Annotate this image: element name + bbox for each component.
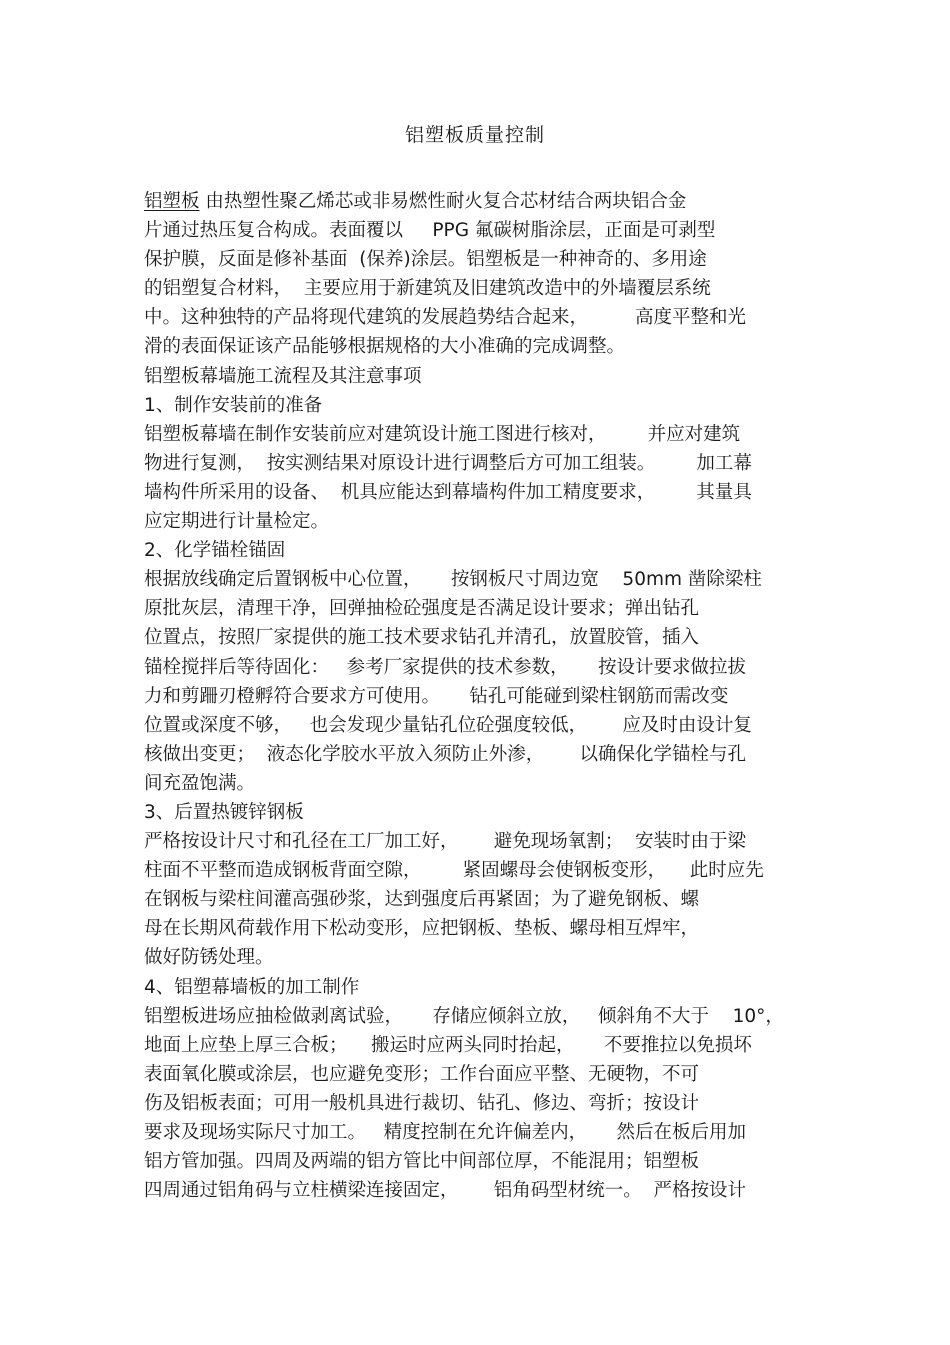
text-line: 片通过热压复合构成。表面覆以 PPG 氟碳树脂涂层，正面是可剥型	[144, 220, 716, 242]
text-line: 间充盈饱满。	[144, 772, 256, 794]
text-line: 根据放线确定后置钢板中心位置， 按钢板尺寸周边宽 50mm 凿除梁柱	[144, 569, 762, 591]
text-line: 墙构件所采用的设备、 机具应能达到幕墙构件加工精度要求， 其量具	[144, 481, 752, 503]
text-line: 铝塑板 由热塑性聚乙烯芯或非易燃性耐火复合芯材结合两块铝合金	[144, 191, 687, 212]
text-line: 做好防锈处理。	[144, 947, 274, 969]
section-heading: 铝塑板幕墙施工流程及其注意事项	[144, 365, 422, 387]
text-line: 要求及现场实际尺寸加工。 精度控制在允许偏差内， 然后在板后用加	[144, 1122, 747, 1143]
text-line: 位置点，按照厂家提供的施工技术要求钻孔并清孔，放置胶管，插入	[144, 627, 700, 649]
text-line: 严格按设计尺寸和孔径在工厂加工好， 避免现场氧割； 安装时由于梁	[144, 831, 747, 853]
text-line: 原批灰层，清理干净，回弹抽检砼强度是否满足设计要求；弹出钻孔	[144, 598, 700, 620]
section-heading: 3、后置热镀锌钢板	[144, 801, 304, 823]
text-line: 中。这种独特的产品将现代建筑的发展趋势结合起来， 高度平整和光	[144, 307, 747, 329]
section-heading: 4、铝塑幕墙板的加工制作	[144, 976, 360, 998]
section-heading: 1、制作安装前的准备	[144, 394, 323, 416]
text-line: 核做出变更； 液态化学胶水平放入须防止外渗， 以确保化学锚栓与孔	[144, 743, 747, 765]
text-line: 铝塑板进场应抽检做剥离试验， 存储应倾斜立放， 倾斜角不大于 10°，	[144, 1005, 784, 1027]
term-link[interactable]: 铝塑板	[144, 191, 200, 212]
section-heading: 2、化学锚栓锚固	[144, 540, 286, 562]
text-line: 铝方管加强。四周及两端的铝方管比中间部位厚，不能混用；铝塑板	[144, 1151, 700, 1173]
text-line: 柱面不平整而造成钢板背面空隙， 紧固螺母会使钢板变形， 此时应先	[144, 860, 764, 882]
text-line: 应定期进行计量检定。	[144, 511, 330, 533]
text-line: 在钢板与梁柱间灌高强砂浆，达到强度后再紧固；为了避免钢板、螺	[144, 889, 700, 911]
text-line: 滑的表面保证该产品能够根据规格的大小准确的完成调整。	[144, 336, 626, 358]
text-line: 地面上应垫上厚三合板； 搬运时应两头同时抬起， 不要推拉以免损坏	[144, 1034, 752, 1056]
text-line: 的铝塑复合材料， 主要应用于新建筑及旧建筑改造中的外墙覆层系统	[144, 278, 711, 300]
text-line: 位置或深度不够， 也会发现少量钻孔位砼强度较低， 应及时由设计复	[144, 714, 752, 736]
text-line: 铝塑板幕墙在制作安装前应对建筑设计施工图进行核对， 并应对建筑	[144, 423, 741, 445]
text-line: 四周通过铝角码与立柱横梁连接固定， 铝角码型材统一。 严格按设计	[144, 1180, 747, 1202]
text-line: 伤及铝板表面；可用一般机具进行裁切、钻孔、修边、弯折；按设计	[144, 1092, 700, 1114]
document-body	[144, 187, 804, 1205]
page-title: 铝塑板质量控制	[404, 124, 545, 146]
text-line: 力和剪跚刃橙孵符合要求方可使用。 钻孔可能碰到梁柱钢筋而需改变	[144, 685, 729, 707]
text-line: 母在长期风荷载作用下松动变形，应把钢板、垫板、螺母相互焊牢，	[144, 918, 700, 940]
text-line: 锚栓搅拌后等待固化： 参考厂家提供的技术参数， 按设计要求做拉拔	[144, 656, 747, 678]
text-line: 物进行复测， 按实测结果对原设计进行调整后方可加工组装。 加工幕	[144, 452, 752, 474]
text-line: 表面氧化膜或涂层，也应避免变形；工作台面应平整、无硬物，不可	[144, 1063, 700, 1085]
text-line: 保护膜，反面是修补基面 (保养)涂层。铝塑板是一种神奇的、多用途	[144, 249, 707, 271]
